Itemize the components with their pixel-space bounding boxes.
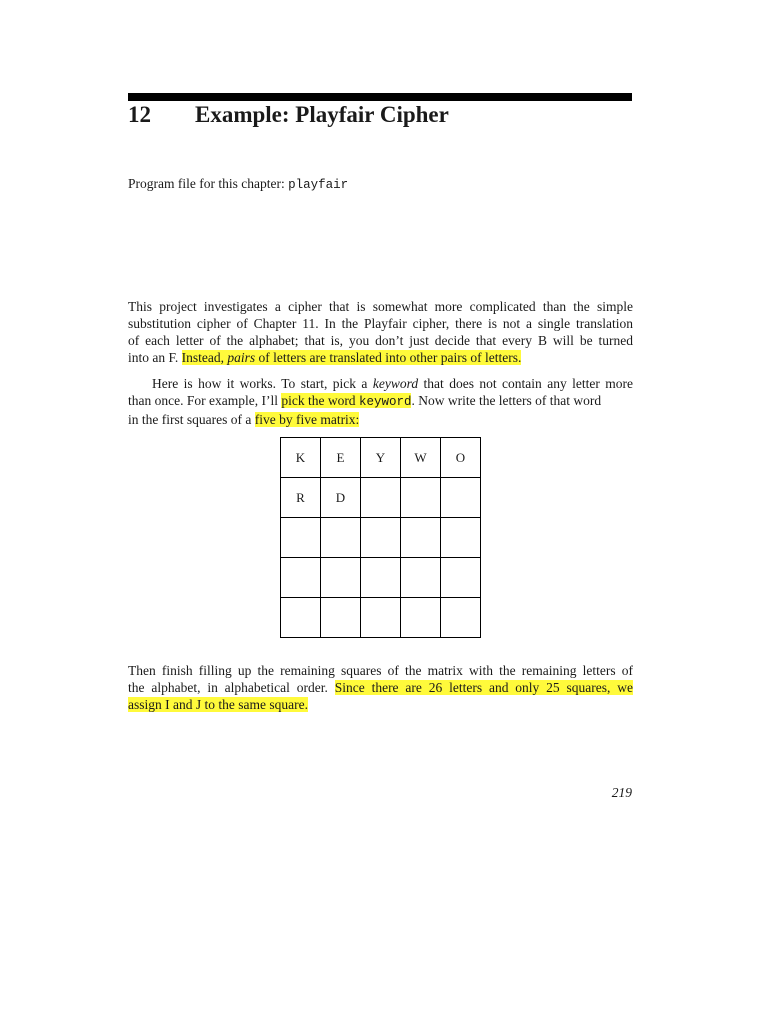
highlight: five by five matrix: (254, 412, 360, 427)
matrix-row (281, 558, 481, 598)
matrix-cell (321, 518, 361, 558)
program-file-label: Program file for this chapter: (128, 176, 285, 191)
matrix-cell (441, 558, 481, 598)
matrix-cell (441, 598, 481, 638)
matrix-cell: K (281, 438, 321, 478)
highlight: assign I and J to the same square. (128, 697, 308, 712)
text-line (128, 349, 633, 366)
emphasis: keyword (372, 376, 419, 391)
matrix-cell (361, 598, 401, 638)
matrix-cell: W (401, 438, 441, 478)
matrix-cell (401, 478, 441, 518)
text-line: substitution cipher of Chapter 11. In the Playfair cipher, there is not a single translation (128, 316, 633, 331)
matrix-row (281, 518, 481, 558)
emphasis: pairs (227, 350, 256, 365)
program-file-line (128, 176, 348, 192)
text-line: than once. For example, I’ll pick the word keyword. Now write the letters of that word (128, 393, 602, 409)
keyword-code: keyword (358, 395, 412, 409)
matrix-cell: O (441, 438, 481, 478)
matrix-cell (281, 558, 321, 598)
matrix-cell (321, 598, 361, 638)
chapter-number: 12 (128, 102, 151, 127)
paragraph-how-it-works (128, 375, 633, 428)
matrix-cell (401, 558, 441, 598)
matrix-cell (361, 478, 401, 518)
matrix-cell: D (321, 478, 361, 518)
text-line: of each letter of the alphabet; that is, you don’t just decide that every B will be turned (128, 333, 633, 348)
matrix-cell (321, 558, 361, 598)
matrix-cell (441, 518, 481, 558)
chapter-title: Example: Playfair Cipher (195, 102, 449, 127)
matrix-cell (401, 598, 441, 638)
playfair-matrix (280, 437, 481, 638)
text-line: Here is how it works. To start, pick a keyword that does not contain any letter more (152, 376, 634, 391)
highlight: Since there are 26 letters and only 25 squares, we (334, 680, 633, 695)
text-line: Then finish filling up the remaining squares of the matrix with the remaining letters of (128, 663, 633, 678)
page-number: 219 (611, 785, 632, 800)
text-line: the alphabet, in alphabetical order. Since there are 26 letters and only 25 squares, we (128, 680, 633, 695)
matrix-row (281, 598, 481, 638)
chapter-rule (128, 93, 632, 101)
text-run: into an F. (128, 350, 179, 365)
matrix-cell (361, 518, 401, 558)
matrix-cell (281, 518, 321, 558)
highlight: pick the word keyword (281, 393, 412, 409)
matrix-cell (281, 598, 321, 638)
paragraph-intro (128, 298, 633, 366)
program-file-name: playfair (288, 178, 349, 192)
matrix-cell: Y (361, 438, 401, 478)
matrix-cell (361, 558, 401, 598)
matrix-cell: E (321, 438, 361, 478)
matrix-cell (401, 518, 441, 558)
text-line (128, 696, 633, 713)
matrix-row (281, 438, 481, 478)
highlight: Instead, pairs of letters are translated into other pairs of letters. (181, 350, 522, 365)
matrix-cell (441, 478, 481, 518)
text-line: in the first squares of a five by five matrix: (128, 412, 360, 427)
matrix-row (281, 478, 481, 518)
paragraph-fill-matrix (128, 662, 633, 713)
text-line: This project investigates a cipher that is somewhat more complicated than the simple (128, 299, 633, 314)
matrix-cell: R (281, 478, 321, 518)
